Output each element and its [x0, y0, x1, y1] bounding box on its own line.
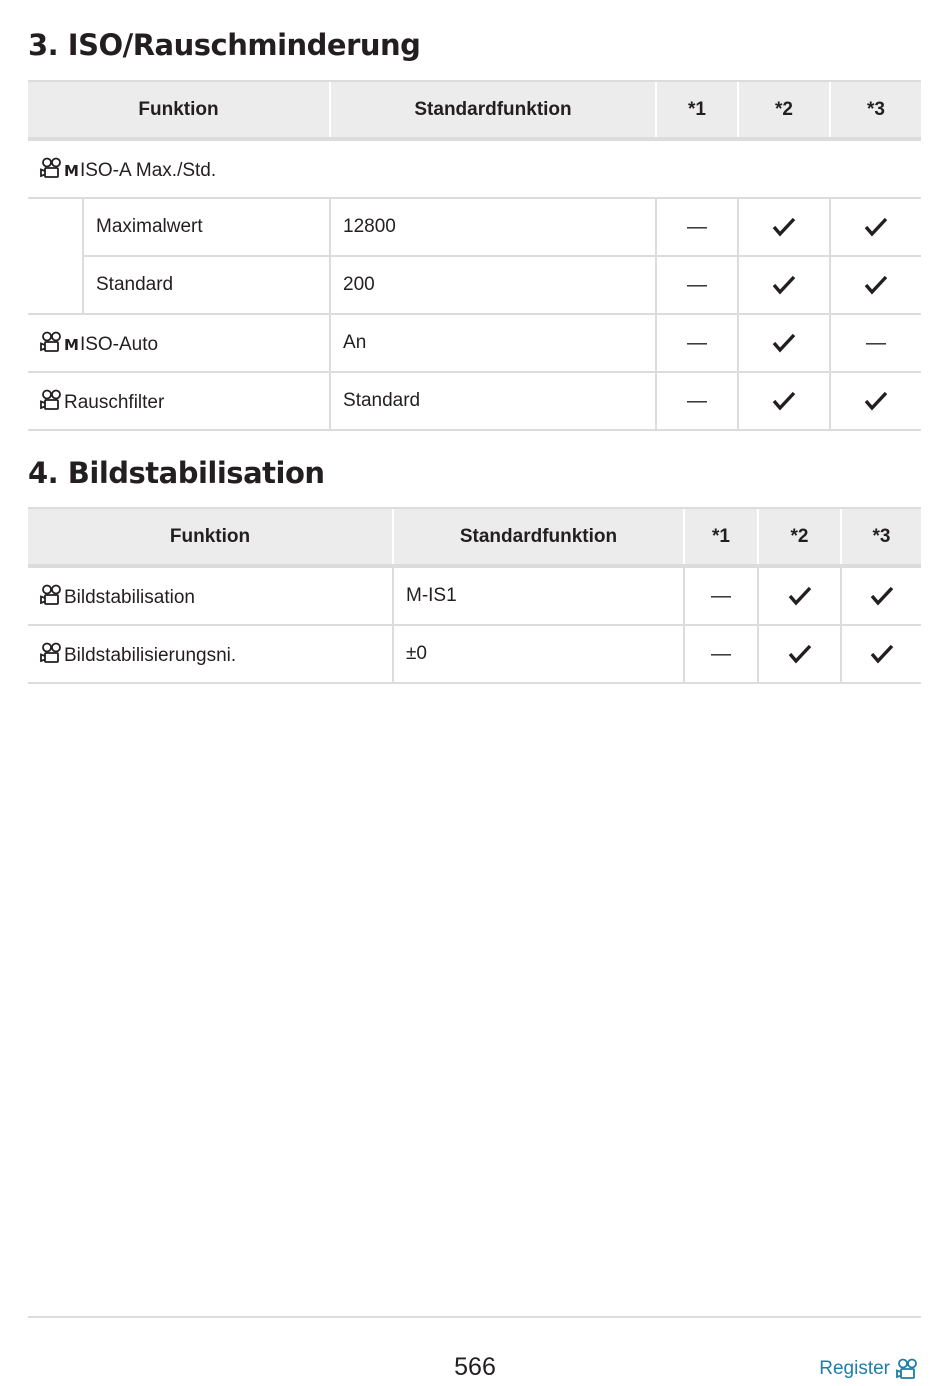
iso-table — [28, 80, 921, 431]
table-row — [28, 566, 921, 625]
movie-camera-icon — [40, 157, 64, 179]
col2-value — [738, 198, 830, 256]
section-3-title: 3. ISO/Rauschminderung — [28, 28, 421, 62]
col2-value — [758, 625, 841, 683]
mode-label: M — [64, 335, 79, 354]
checkmark-icon — [864, 390, 888, 412]
default-value: An — [330, 314, 656, 372]
col1-value — [656, 256, 738, 314]
checkmark-icon — [772, 390, 796, 412]
col1-value — [656, 198, 738, 256]
section-4-title: 4. Bildstabilisation — [28, 456, 325, 490]
function-label: Maximalwert — [83, 198, 330, 256]
table-row — [28, 372, 921, 430]
dash-mark: — — [687, 331, 708, 354]
stabilisation-table — [28, 507, 921, 684]
default-value: 200 — [330, 256, 656, 314]
default-value: 12800 — [330, 198, 656, 256]
col3-value — [830, 198, 921, 256]
col3-value — [830, 372, 921, 430]
dash-mark: — — [711, 584, 731, 607]
checkmark-icon — [772, 332, 796, 354]
dash-mark: — — [866, 331, 887, 354]
col-header-standardfunktion: Standardfunktion — [393, 508, 684, 566]
dash-mark: — — [711, 642, 731, 665]
footer-divider — [28, 1316, 921, 1318]
col-header-2: *2 — [758, 508, 841, 566]
movie-camera-icon — [40, 331, 64, 353]
checkmark-icon — [864, 274, 888, 296]
function-cell — [28, 566, 393, 625]
table-row — [28, 256, 921, 314]
col1-value — [656, 372, 738, 430]
col3-value — [841, 566, 921, 625]
dash-mark: — — [687, 215, 708, 238]
indent-cell — [28, 198, 83, 314]
col-header-1: *1 — [656, 81, 738, 139]
table-row — [28, 314, 921, 372]
col-header-1: *1 — [684, 508, 758, 566]
col3-value — [830, 256, 921, 314]
register-link[interactable] — [819, 1358, 920, 1380]
col-header-standardfunktion: Standardfunktion — [330, 81, 656, 139]
function-cell — [28, 625, 393, 683]
col-header-funktion: Funktion — [28, 81, 330, 139]
function-cell — [28, 314, 330, 372]
col2-value — [738, 256, 830, 314]
col3-value — [841, 625, 921, 683]
table-header-row — [28, 81, 921, 139]
checkmark-icon — [772, 274, 796, 296]
function-cell — [28, 372, 330, 430]
table-header-row — [28, 508, 921, 566]
col1-value — [684, 566, 758, 625]
register-label: Register — [819, 1358, 890, 1379]
col3-value — [830, 314, 921, 372]
col-header-2: *2 — [738, 81, 830, 139]
checkmark-icon — [788, 585, 812, 607]
function-label: Bildstabilisation — [64, 586, 195, 608]
movie-camera-icon — [40, 642, 64, 664]
col2-value — [758, 566, 841, 625]
function-label: ISO-Auto — [79, 333, 159, 355]
table-row — [28, 139, 921, 198]
default-value: M-IS1 — [393, 566, 684, 625]
movie-camera-icon — [896, 1358, 920, 1380]
dash-mark: — — [687, 389, 708, 412]
col2-value — [738, 314, 830, 372]
checkmark-icon — [870, 585, 894, 607]
movie-camera-icon — [40, 584, 64, 606]
checkmark-icon — [864, 216, 888, 238]
function-cell — [28, 139, 921, 198]
col1-value — [684, 625, 758, 683]
movie-camera-icon — [40, 389, 64, 411]
table-row — [28, 625, 921, 683]
mode-label: M — [64, 161, 79, 180]
col1-value — [656, 314, 738, 372]
dash-mark: — — [687, 273, 708, 296]
table-row — [28, 198, 921, 256]
function-label: Standard — [83, 256, 330, 314]
col-header-3: *3 — [841, 508, 921, 566]
col-header-funktion: Funktion — [28, 508, 393, 566]
default-value: ±0 — [393, 625, 684, 683]
function-label: ISO-A Max./Std. — [79, 159, 217, 181]
checkmark-icon — [788, 643, 812, 665]
checkmark-icon — [870, 643, 894, 665]
default-value: Standard — [330, 372, 656, 430]
function-label: Rauschfilter — [64, 391, 165, 413]
checkmark-icon — [772, 216, 796, 238]
col2-value — [738, 372, 830, 430]
page-number: 566 — [454, 1353, 496, 1381]
function-label: Bildstabilisierungsni. — [64, 644, 237, 666]
col-header-3: *3 — [830, 81, 921, 139]
